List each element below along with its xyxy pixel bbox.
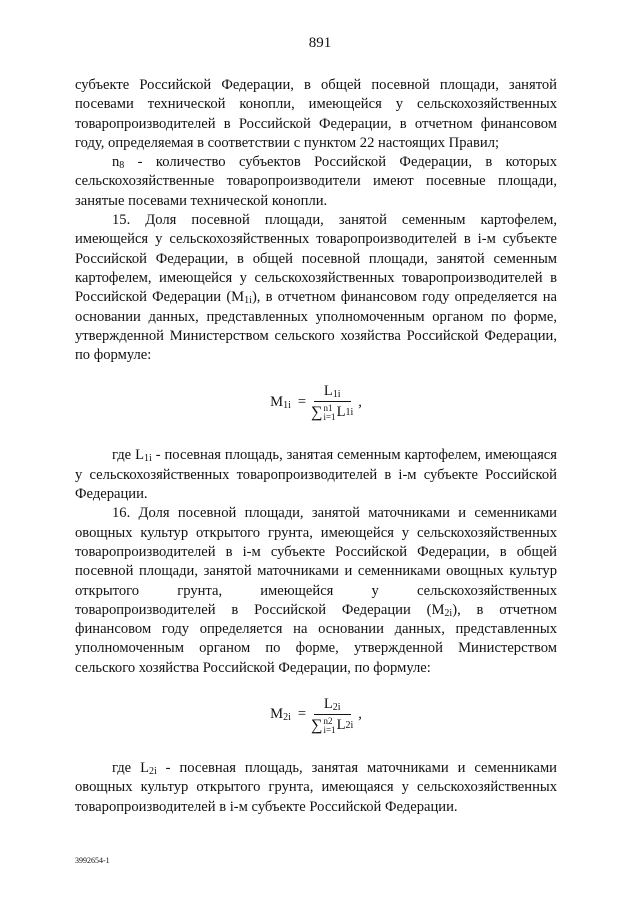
formula-fraction xyxy=(309,696,355,735)
definition-text: - количество субъектов Российской Федерации, в которых сельскохозяйственные товаропроизводители имеют посевные площади, занятые посевами технической конопли. xyxy=(75,154,557,209)
formula-m1i xyxy=(75,371,557,433)
sum-limits: n2 i=1 xyxy=(323,715,336,735)
paragraph-continuation: субъекте Российской Федерации, в общей посевной площади, занятой посевами технической конопли, имеющейся у сельскохозяйственных товаропроизводителей в Российской Федерации, в отчетном финансовом году, определяемая в соответствии с пунктом 22 настоящих Правил; xyxy=(75,77,557,151)
formula-comma: , xyxy=(358,706,362,723)
formula-fraction xyxy=(309,383,355,422)
formula-lhs: $M_{1i}$ xyxy=(270,393,291,411)
formula-lhs: $M_{2i}$ xyxy=(270,706,291,724)
formula-m2i xyxy=(75,684,557,746)
fraction-denominator: ∑ n1 i=1 L 1i xyxy=(311,402,354,422)
equals-sign: = xyxy=(297,393,307,410)
equals-sign: = xyxy=(297,706,307,723)
paragraph-text: ), в отчетном финансовом году определяется на основании данных, представленных уполномоченным органом по форме, утвержденной Министерством сельского хозяйства Российской Федерации, по формуле: xyxy=(75,289,557,364)
sum-sign: ∑ xyxy=(311,404,323,422)
paragraph-n8-definition xyxy=(75,153,557,211)
fraction-numerator: $L_{1i}$ xyxy=(314,383,351,402)
variable-subscript: 8 xyxy=(119,160,125,172)
fraction-denominator: ∑ n2 i=1 L 2i xyxy=(311,715,354,735)
variable-symbol: n xyxy=(112,154,120,171)
paragraph-l2i-definition: где $L_{2i}$ - посевная площадь, занятая маточниками и семенниками овощных культур открытого грунта, имеющаяся у сельскохозяйственных товаропроизводителей в i-м субъекте Российской Федерации. xyxy=(75,760,557,815)
paragraph-15 xyxy=(75,211,557,365)
document-body xyxy=(75,76,557,817)
sum-limits: n1 i=1 xyxy=(323,402,336,422)
page-number: 891 xyxy=(308,35,332,51)
variable-subscript: 1i xyxy=(244,295,252,307)
paragraph-text: 15. Доля посевной площади, занятой семенным картофелем, имеющейся у сельскохозяйственных товаропроизводителей в i-м субъекте Российской Федерации, в общей посевной площади, занятой семенным картофелем, имеющейся у сельскохозяйственных товаропроизводителей в Российской Федерации (М xyxy=(75,212,557,306)
paragraph-l1i-definition: где $L_{1i}$ - посевная площадь, занятая семенным картофелем, имеющаяся у сельскохозяйственных товаропроизводителей в i-м субъекте Российской Федерации. xyxy=(75,447,557,503)
formula-comma: , xyxy=(358,393,362,410)
paragraph-16: 16. Доля посевной площади, занятой маточниками и семенниками овощных культур открытого грунта, имеющейся у сельскохозяйственных товаропроизводителей в i-м субъекте Российской Федерации, в общей посевной площади, занятой маточниками и семенниками овощных культур открытого грунта, имеющейся у сельскохозяйственных товаропроизводителей в Российской Федерации $(М_{2i})$, в отчетном финансовом году определяется на основании данных, представленных уполномоченным органом по форме, утвержденной Министерством сельского хозяйства Российской Федерации, по формуле: xyxy=(75,505,557,676)
document-code: 3992654-1 xyxy=(75,856,110,865)
fraction-numerator: $L_{2i}$ xyxy=(314,696,351,715)
sum-sign: ∑ xyxy=(311,717,323,735)
